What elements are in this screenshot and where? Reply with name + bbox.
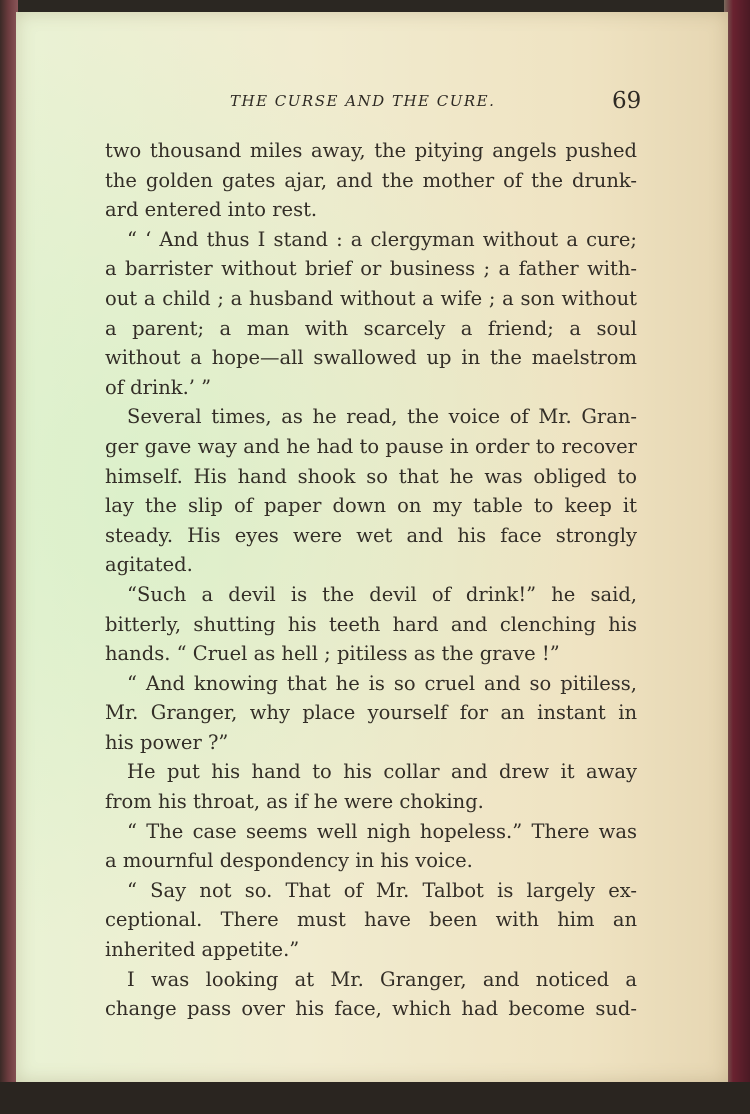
text-line: inherited appetite.” bbox=[105, 938, 300, 962]
text-line: a mournful despondency in his voice. bbox=[105, 849, 473, 873]
text-line: himself. His hand shook so that he was obliged to bbox=[105, 464, 637, 488]
text-line: out a child ; a husband without a wife ; a son without bbox=[105, 286, 637, 310]
scan-bottom-edge bbox=[0, 1082, 750, 1114]
text-line: a barrister without brief or business ; a father with- bbox=[105, 257, 637, 281]
text-line: lay the slip of paper down on my table to keep it bbox=[105, 494, 637, 518]
text-line: “Such a devil is the devil of drink!” he said, bbox=[127, 582, 637, 606]
text-line: hands. “ Cruel as hell ; pitiless as the grave !” bbox=[105, 642, 560, 666]
book-page bbox=[16, 12, 728, 1082]
text-line: I was looking at Mr. Granger, and noticed a bbox=[127, 967, 637, 991]
text-line: without a hope—all swallowed up in the maelstrom bbox=[105, 346, 637, 370]
text-line: of drink.’ ” bbox=[105, 375, 212, 399]
text-line: “ And knowing that he is so cruel and so pitiless, bbox=[127, 671, 637, 695]
text-line: ceptional. There must have been with him an bbox=[105, 908, 637, 932]
text-line: ard entered into rest. bbox=[105, 198, 318, 222]
text-line: from his throat, as if he were choking. bbox=[105, 790, 484, 814]
text-line: his power ?” bbox=[105, 730, 229, 754]
text-line: change pass over his face, which had become sud- bbox=[105, 997, 637, 1021]
text-line: Mr. Granger, why place yourself for an instant in bbox=[105, 701, 637, 725]
body-text bbox=[105, 136, 637, 1024]
text-line: bitterly, shutting his teeth hard and clenching his bbox=[105, 612, 637, 636]
page-number: 69 bbox=[612, 88, 642, 114]
text-line: steady. His eyes were wet and his face strongly bbox=[105, 523, 637, 547]
text-line: “ ‘ And thus I stand : a clergyman without a cure; bbox=[127, 227, 637, 251]
text-line: agitated. bbox=[105, 553, 193, 577]
text-line: Several times, as he read, the voice of Mr. Gran- bbox=[127, 405, 637, 429]
text-line: ger gave way and he had to pause in order to recover bbox=[105, 434, 637, 458]
text-line: “ The case seems well nigh hopeless.” There was bbox=[127, 819, 637, 843]
text-line: “ Say not so. That of Mr. Talbot is largely ex- bbox=[127, 878, 637, 902]
text-line: He put his hand to his collar and drew it away bbox=[127, 760, 637, 784]
text-line: a parent; a man with scarcely a friend; a soul bbox=[105, 316, 637, 340]
text-line: the golden gates ajar, and the mother of the drunk- bbox=[105, 168, 637, 192]
page-header bbox=[16, 90, 728, 120]
text-line: two thousand miles away, the pitying angels pushed bbox=[105, 139, 637, 162]
running-title: THE CURSE AND THE CURE. bbox=[230, 92, 496, 110]
